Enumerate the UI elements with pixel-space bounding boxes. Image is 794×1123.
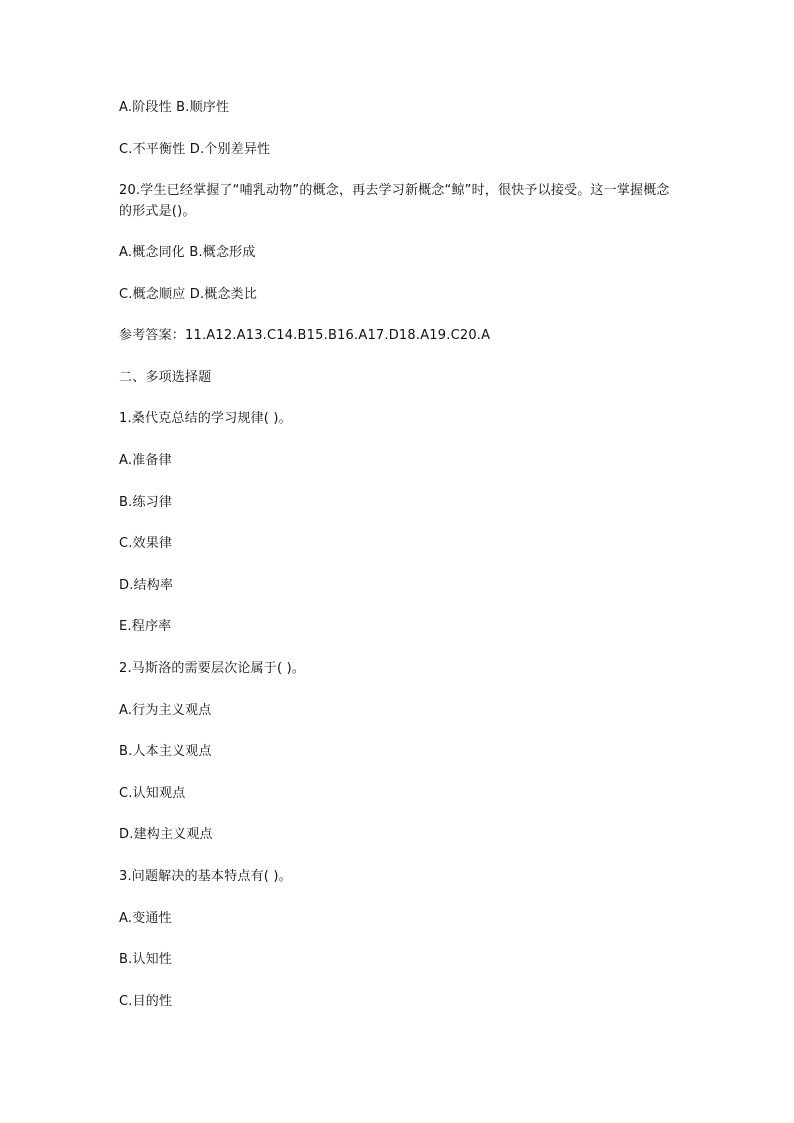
option-a: A.行为主义观点 bbox=[119, 703, 212, 718]
document-page bbox=[119, 0, 679, 1123]
option-a: A.准备律 bbox=[119, 453, 172, 468]
question-2: 2.马斯洛的需要层次论属于( )。 bbox=[119, 661, 306, 676]
option-line: C.不平衡性 D.个别差异性 bbox=[119, 142, 271, 157]
option-d: D.结构率 bbox=[119, 578, 174, 593]
option-d: D.建构主义观点 bbox=[119, 827, 213, 842]
option-c: C.认知观点 bbox=[119, 786, 186, 801]
option-line: A.阶段性 B.顺序性 bbox=[119, 100, 230, 115]
question-20: 20.学生已经掌握了“哺乳动物”的概念，再去学习新概念“鲸”时，很快予以接受。这一掌握概念的形式是()。 bbox=[119, 183, 670, 219]
question-1: 1.桑代克总结的学习规律( )。 bbox=[119, 411, 292, 426]
option-line: A.概念同化 B.概念形成 bbox=[119, 245, 256, 260]
section-heading: 二、多项选择题 bbox=[119, 370, 212, 385]
option-b: B.认知性 bbox=[119, 952, 173, 967]
option-a: A.变通性 bbox=[119, 911, 172, 926]
option-b: B.人本主义观点 bbox=[119, 744, 212, 759]
option-c: C.目的性 bbox=[119, 994, 173, 1009]
question-3: 3.问题解决的基本特点有( )。 bbox=[119, 869, 292, 884]
option-b: B.练习律 bbox=[119, 495, 173, 510]
answer-key: 参考答案：11.A12.A13.C14.B15.B16.A17.D18.A19.C20.A bbox=[119, 328, 491, 343]
option-e: E.程序率 bbox=[119, 619, 172, 634]
option-c: C.效果律 bbox=[119, 536, 173, 551]
option-line: C.概念顺应 D.概念类比 bbox=[119, 287, 258, 302]
